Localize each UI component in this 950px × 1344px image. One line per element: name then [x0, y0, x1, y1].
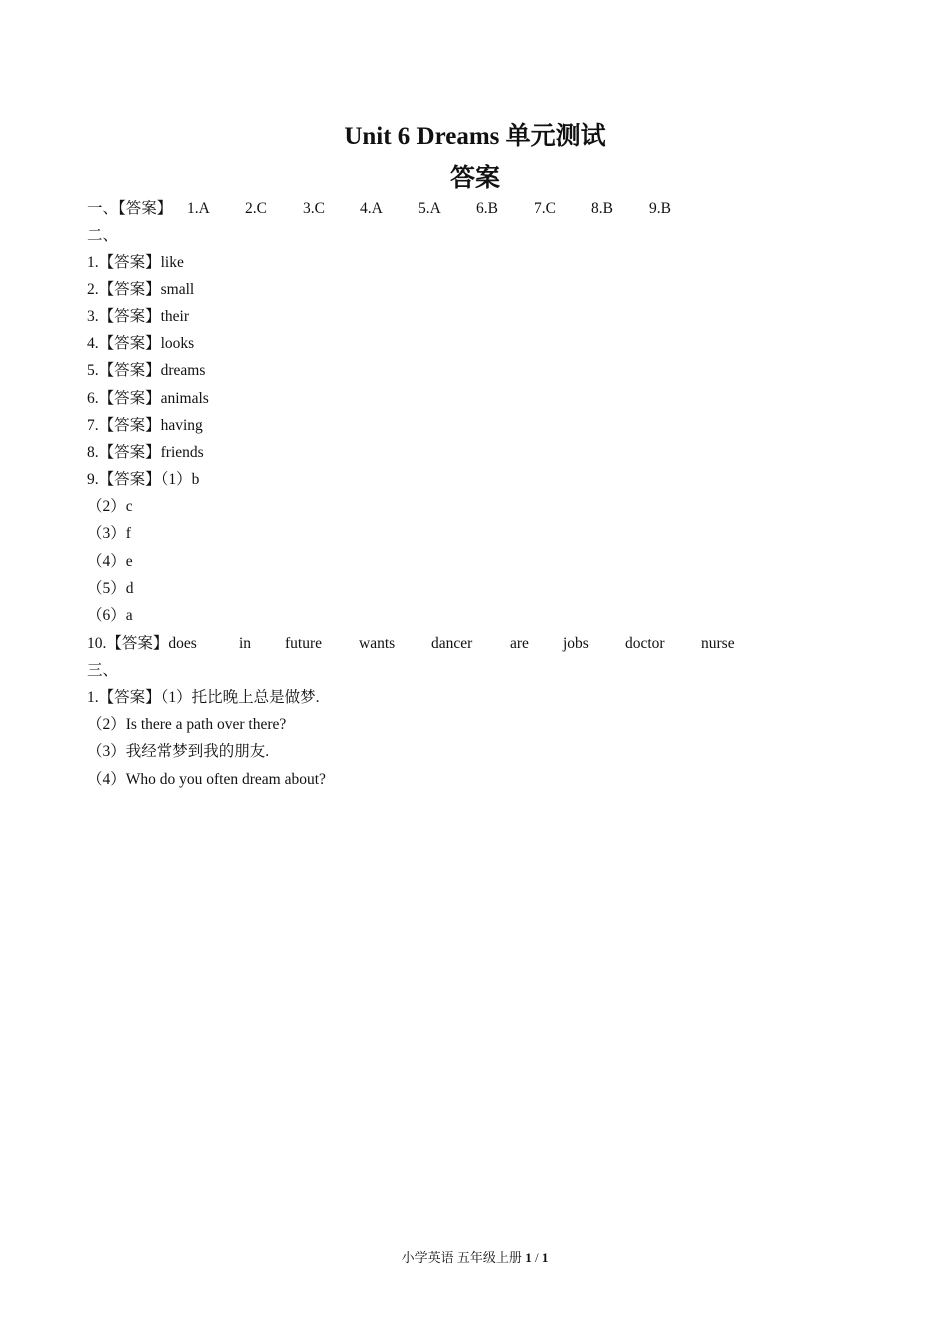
answer-subline: （3）我经常梦到我的朋友. [87, 743, 270, 760]
q10-word: are [510, 635, 529, 652]
footer-separator: / [531, 1250, 542, 1265]
answer-subline: （2）Is there a path over there? [87, 716, 287, 733]
answer-subline: （2）c [87, 498, 133, 515]
answer-line: 9.【答案】（1）b [87, 471, 200, 488]
footer-page-total: 1 [541, 1250, 549, 1265]
q10-word: jobs [563, 635, 589, 652]
answer-item: 1.A [187, 200, 210, 217]
q10-answer-line [87, 634, 787, 654]
answer-subline: （6）a [87, 607, 133, 624]
answer-line: 5.【答案】dreams [87, 362, 206, 379]
q10-word: future [285, 635, 323, 652]
answer-item: 8.B [591, 200, 613, 217]
answer-subline: （5）d [87, 580, 134, 597]
answer-item: 9.B [649, 200, 671, 217]
q10-word: dancer [431, 635, 473, 652]
answer-line: 8.【答案】friends [87, 444, 204, 461]
answer-subline: （4）e [87, 553, 133, 570]
document-title: Unit 6 Dreams 单元测试 [344, 123, 606, 150]
answer-line: 3.【答案】their [87, 308, 190, 325]
answer-item: 4.A [360, 200, 383, 217]
section1-prefix: 一、【答案】 [87, 200, 173, 217]
footer-label: 小学英语 五年级上册 [401, 1250, 526, 1265]
page-footer [0, 1247, 950, 1266]
footer-page-number: 1 [525, 1250, 532, 1265]
answer-item: 6.B [476, 200, 498, 217]
answer-line: 1.【答案】like [87, 254, 184, 271]
answer-line: 6.【答案】animals [87, 390, 209, 407]
answer-item: 2.C [245, 200, 267, 217]
answer-line: 2.【答案】small [87, 281, 195, 298]
answer-item: 7.C [534, 200, 556, 217]
document-subtitle: 答案 [449, 165, 500, 192]
q10-word: nurse [701, 635, 735, 652]
q10-word: wants [359, 635, 396, 652]
q10-word: in [239, 635, 252, 652]
answer-subline: （3）f [87, 525, 131, 542]
answer-line: 1.【答案】（1）托比晚上总是做梦. [87, 689, 320, 706]
answer-line: 7.【答案】having [87, 417, 203, 434]
answer-item: 5.A [418, 200, 441, 217]
section1-answers [87, 199, 787, 219]
answer-line: 4.【答案】looks [87, 335, 195, 352]
q10-prefix: 10.【答案】does [87, 635, 197, 652]
section3-heading: 三、 [87, 662, 119, 679]
answer-subline: （4）Who do you often dream about? [87, 771, 326, 788]
answer-item: 3.C [303, 200, 325, 217]
q10-word: doctor [625, 635, 665, 652]
section2-heading: 二、 [87, 227, 119, 244]
